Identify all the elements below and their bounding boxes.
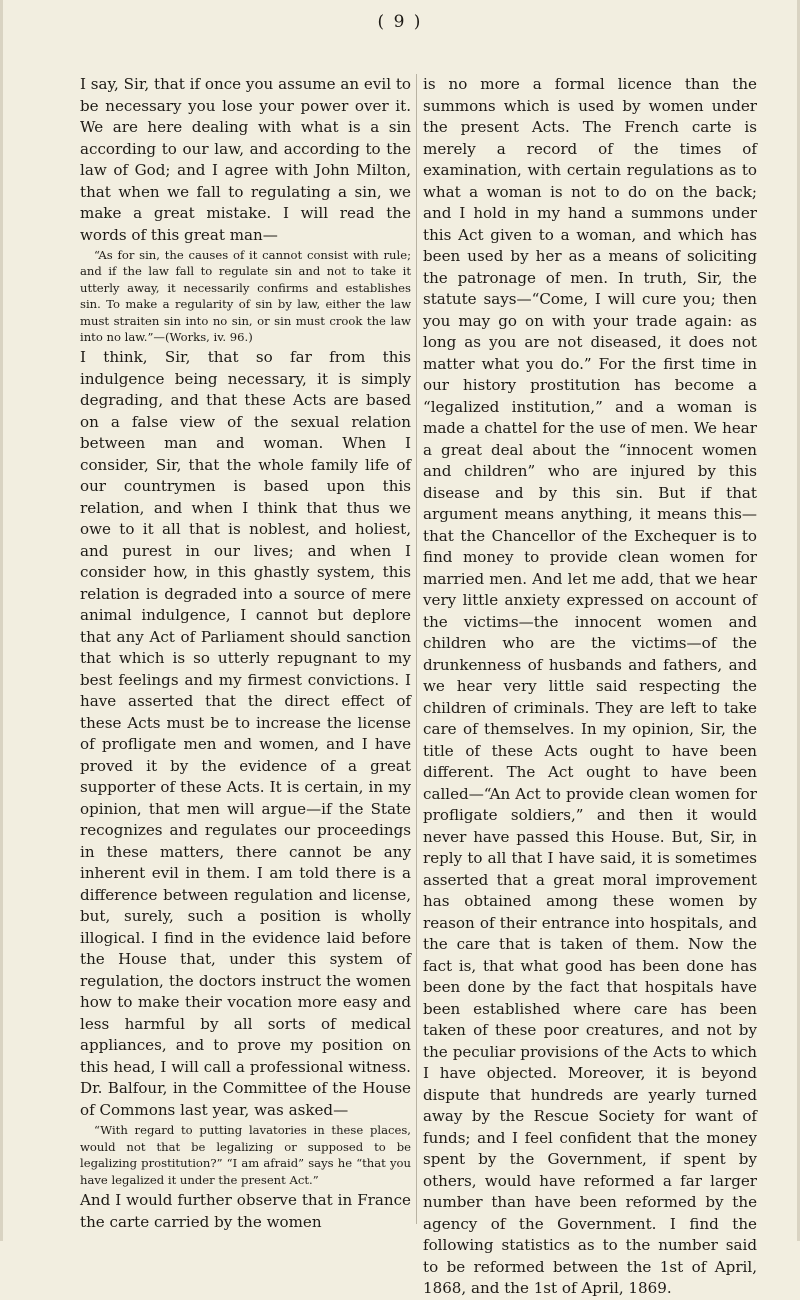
right-column: [423, 74, 757, 1297]
column-divider: [416, 74, 417, 1224]
balfour-quotation: “With regard to putting lavatories in these places, would not that be legalizing or supposed to be legalizing prostitution?” “I am afraid” says he “that you have legalized it under the present Act.”: [80, 1123, 411, 1187]
page-number: ( 9 ): [377, 12, 423, 32]
paragraph: And I would further observe that in France the carte carried by the women: [80, 1191, 411, 1231]
left-column: [80, 74, 411, 1231]
paragraph: is no more a formal licence than the summons which is used by women under the present Acts. The French carte is merely a record of the times of examination, with certain regulations as to what a woman is not to do on the back; and I hold in my hand a summons under this Act given to a woman, and which has been used by her as a means of soliciting the patronage of men. In truth, Sir, the statute says—“Come, I will cure you; then you may go on with your trade again: as long as you are not diseased, it does not matter what you do.” For the first time in our history prostitution has become a “legalized institution,” and a woman is made a chattel for the use of men. We hear a great deal about the “innocent women and children” who are injured by this disease and by this sin. But if that argument means anything, it means this—that the Chancellor of the Exchequer is to find money to provide clean women for married men. And let me add, that we hear very little anxiety expressed on account of the victims—the innocent women and children who are the victims—of the drunkenness of husbands and fathers, and we hear very little said respecting the children of criminals. They are left to take care of themselves. In my opinion, Sir, the title of these Acts ought to have been different. The Act ought to have been called—“An Act to provide clean women for profligate soldiers,” and then it would never have passed this House. But, Sir, in reply to all that I have said, it is sometimes asserted that a great moral improvement has obtained among these women by reason of their entrance into hospitals, and the care that is taken of them. Now the fact is, that what good has been done has been done by the fact that hospitals have been established where care has been taken of these poor creatures, and not by the peculiar provisions of the Acts to which I have objected. Moreover, it is beyond dispute that hundreds are yearly turned away by the Rescue Society for want of funds; and I feel confident that the money spent by the Government, if spent by others, would have reformed a far larger number than have been reformed by the agency of the Government. I find the following statistics as to the number said to be reformed between the 1st of April, 1868, and the 1st of April, 1869.: [423, 75, 757, 1297]
page-edge-left: [0, 0, 3, 1241]
milton-quotation: “As for sin, the causes of it cannot consist with rule; and if the law fall to regulate sin and not to take it utterly away, it necessarily confirms and establishes sin. To make a regularity of sin by law, either the law must straiten sin into no sin, or sin must crook the law into no law.”—(Works, iv. 96.): [80, 248, 411, 345]
paragraph: I think, Sir, that so far from this indulgence being necessary, it is simply degrading, and that these Acts are based on a false view of the sexual relation between man and woman. When I consider, Sir, that the whole family life of our countrymen is based upon this relation, and when I think that thus we owe to it all that is noblest, and holiest, and purest in our lives; and when I consider how, in this ghastly system, this relation is degraded into a source of mere animal indulgence, I cannot but deplore that any Act of Parliament should sanction that which is so utterly repugnant to my best feelings and my firmest convictions. I have asserted that the direct effect of these Acts must be to increase the license of profligate men and women, and I have proved it by the evidence of a great supporter of these Acts. It is certain, in my opinion, that men will argue—if the State recognizes and regulates our proceedings in these matters, there cannot be any inherent evil in them. I am told there is a difference between regulation and license, but, surely, such a position is wholly illogical. I find in the evidence laid before the House that, under this system of regulation, the doctors instruct the women how to make their vocation more easy and less harmful by all sorts of medical appliances, and to prove my position on this head, I will call a professional witness. Dr. Balfour, in the Committee of the House of Commons last year, was asked—: [80, 348, 411, 1119]
paragraph: I say, Sir, that if once you assume an evil to be necessary you lose your power over it. We are here dealing with what is a sin according to our law, and according to the law of God; and I agree with John Milton, that when we fall to regulating a sin, we make a great mistake. I will read the words of this great man—: [80, 75, 411, 244]
